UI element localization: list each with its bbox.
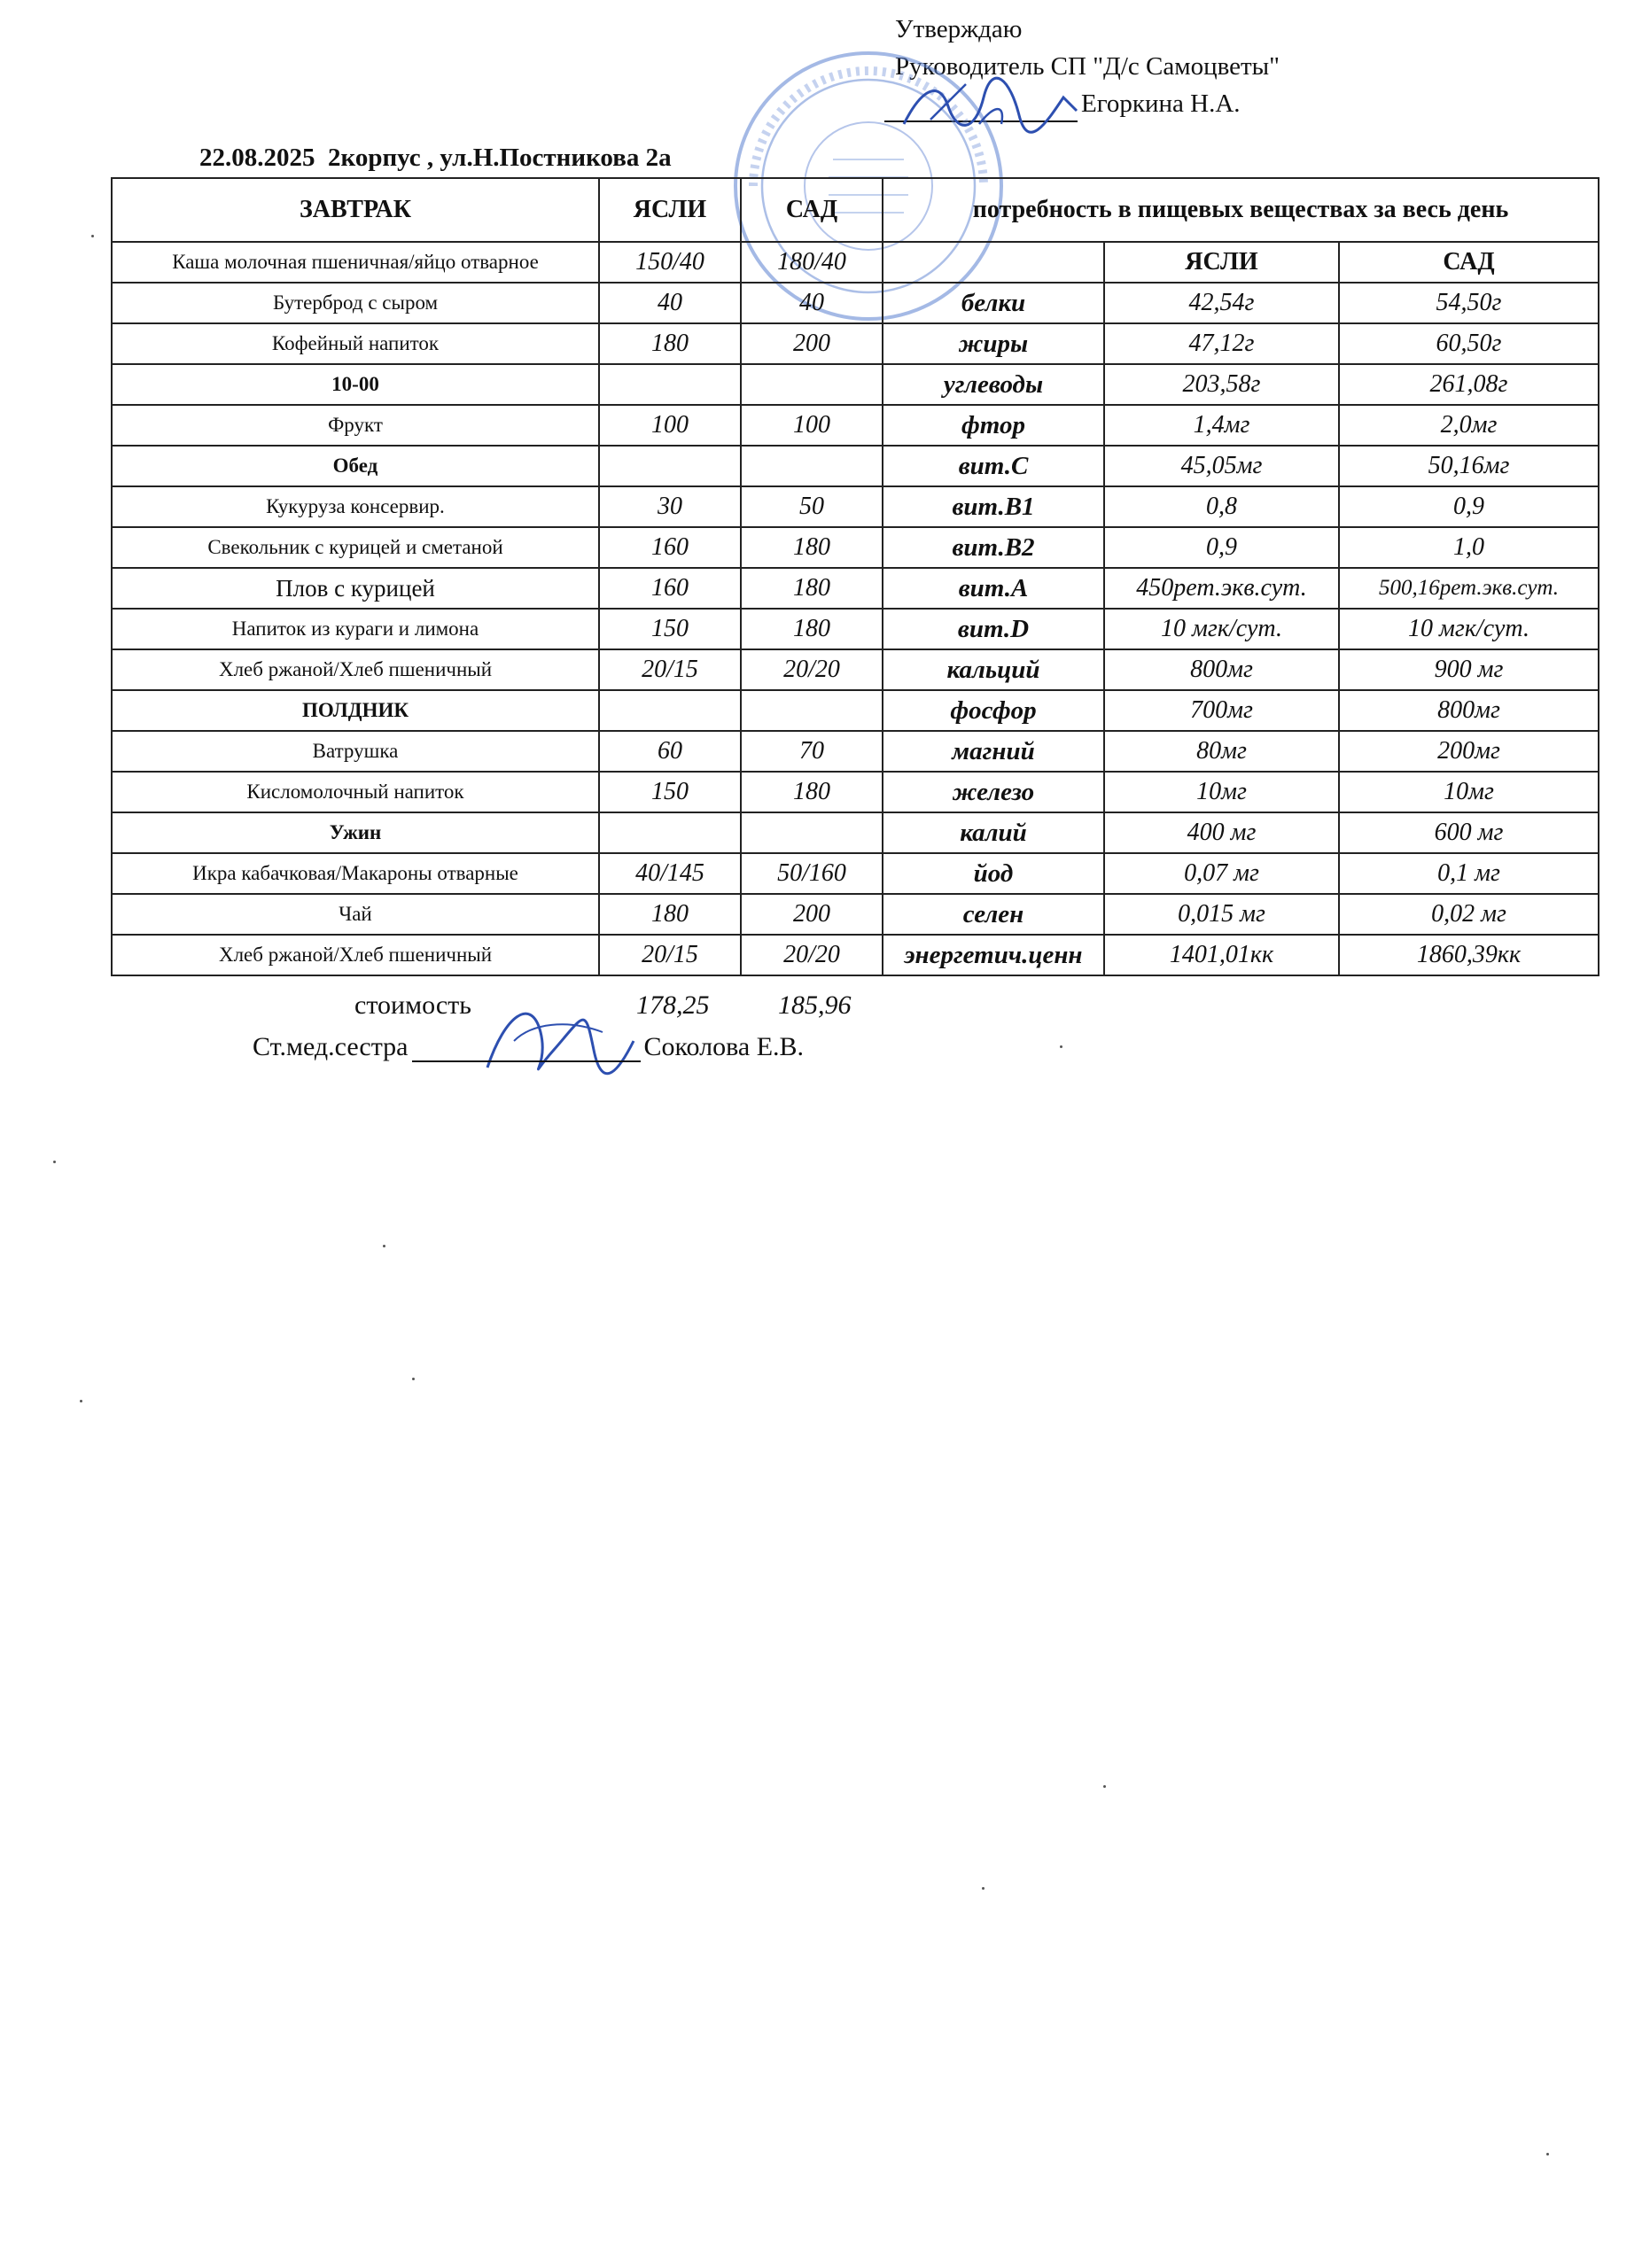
nurse-line [253, 1032, 804, 1062]
dish-cell: Кофейный напиток [112, 323, 599, 364]
garden-need-cell: 0,9 [1339, 486, 1599, 527]
dish-cell: ПОЛДНИК [112, 690, 599, 731]
garden-need-cell: 10 мгк/сут. [1339, 609, 1599, 649]
nutrient-cell: селен [883, 894, 1104, 935]
table-row [112, 242, 1599, 283]
nutrient-cell: углеводы [883, 364, 1104, 405]
table-row [112, 894, 1599, 935]
table-row [112, 446, 1599, 486]
cost-garden: 185,96 [778, 990, 852, 1020]
garden-need-cell: 261,08г [1339, 364, 1599, 405]
menu-location: 2корпус , ул.Н.Постникова 2а [328, 144, 672, 172]
dish-cell: Напиток из кураги и лимона [112, 609, 599, 649]
dish-cell: Каша молочная пшеничная/яйцо отварное [112, 242, 599, 283]
nutrient-cell: вит.С [883, 446, 1104, 486]
garden-portion-cell: 180 [741, 609, 883, 649]
nursery-need-cell: 0,9 [1104, 527, 1339, 568]
table-row [112, 731, 1599, 772]
garden-portion-cell [741, 446, 883, 486]
garden-portion-cell: 100 [741, 405, 883, 446]
table-row [112, 323, 1599, 364]
garden-need-cell: 800мг [1339, 690, 1599, 731]
garden-portion-cell: 180/40 [741, 242, 883, 283]
nurse-name: Соколова Е.В. [643, 1032, 805, 1061]
nutrient-cell: калий [883, 812, 1104, 853]
dish-cell: Свекольник с курицей и сметаной [112, 527, 599, 568]
nursery-portion-cell [599, 364, 741, 405]
garden-need-cell: 600 мг [1339, 812, 1599, 853]
scan-speck [53, 1161, 56, 1163]
nutrient-cell: белки [883, 283, 1104, 323]
garden-need-cell: 1860,39кк [1339, 935, 1599, 975]
approver-name: Егоркина Н.А. [1081, 89, 1241, 118]
dish-cell: Обед [112, 446, 599, 486]
scan-speck [383, 1245, 385, 1247]
table-row [112, 283, 1599, 323]
garden-portion-cell: 50/160 [741, 853, 883, 894]
garden-portion-cell [741, 812, 883, 853]
nursery-need-cell: 10мг [1104, 772, 1339, 812]
nursery-portion-cell: 60 [599, 731, 741, 772]
table-row [112, 609, 1599, 649]
header-garden: САД [741, 178, 883, 242]
garden-need-cell: 10мг [1339, 772, 1599, 812]
nursery-portion-cell: 20/15 [599, 649, 741, 690]
nutrient-cell: железо [883, 772, 1104, 812]
garden-need-cell: 60,50г [1339, 323, 1599, 364]
nursery-portion-cell: 20/15 [599, 935, 741, 975]
nursery-need-cell: 800мг [1104, 649, 1339, 690]
nutrient-cell: фосфор [883, 690, 1104, 731]
garden-need-cell: 900 мг [1339, 649, 1599, 690]
nursery-portion-cell: 150 [599, 772, 741, 812]
garden-need-cell: 2,0мг [1339, 405, 1599, 446]
nursery-portion-cell: 40/145 [599, 853, 741, 894]
approval-line-2: Руководитель СП "Д/с Самоцветы" [895, 52, 1280, 81]
nutrient-cell [883, 242, 1104, 283]
nursery-portion-cell: 100 [599, 405, 741, 446]
dish-cell: Чай [112, 894, 599, 935]
subheader-garden: САД [1339, 242, 1599, 283]
table-row [112, 405, 1599, 446]
approval-line-1: Утверждаю [895, 15, 1023, 43]
nursery-need-cell: 10 мгк/сут. [1104, 609, 1339, 649]
approver-signature-icon [895, 71, 1090, 142]
nutrient-cell: вит.А [883, 568, 1104, 609]
nursery-need-cell: 0,015 мг [1104, 894, 1339, 935]
nursery-portion-cell [599, 690, 741, 731]
nutrient-cell: кальций [883, 649, 1104, 690]
scan-speck [1060, 1045, 1062, 1048]
table-row [112, 568, 1599, 609]
dish-cell: 10-00 [112, 364, 599, 405]
garden-portion-cell: 180 [741, 772, 883, 812]
menu-date: 22.08.2025 [199, 144, 315, 172]
dish-cell: Бутерброд с сыром [112, 283, 599, 323]
nursery-portion-cell: 160 [599, 527, 741, 568]
garden-need-cell: 500,16рет.экв.сут. [1339, 568, 1599, 609]
garden-portion-cell [741, 364, 883, 405]
scan-speck [412, 1378, 415, 1380]
garden-portion-cell: 20/20 [741, 649, 883, 690]
nursery-portion-cell: 150 [599, 609, 741, 649]
dish-cell: Кисломолочный напиток [112, 772, 599, 812]
nursery-portion-cell: 30 [599, 486, 741, 527]
dish-cell: Ватрушка [112, 731, 599, 772]
nursery-need-cell: 700мг [1104, 690, 1339, 731]
nursery-need-cell: 45,05мг [1104, 446, 1339, 486]
nurse-signature-line [412, 1034, 641, 1062]
garden-portion-cell [741, 690, 883, 731]
nursery-need-cell: 0,8 [1104, 486, 1339, 527]
cost-label: стоимость [354, 990, 471, 1020]
nutrient-cell: жиры [883, 323, 1104, 364]
menu-table [111, 177, 1599, 976]
table-row [112, 812, 1599, 853]
scan-speck [1103, 1785, 1106, 1788]
nutrient-cell: магний [883, 731, 1104, 772]
header-needs: потребность в пищевых веществах за весь день [883, 178, 1599, 242]
garden-need-cell: 1,0 [1339, 527, 1599, 568]
scan-speck [1546, 2153, 1549, 2155]
cost-nursery: 178,25 [636, 990, 710, 1020]
garden-need-cell: 50,16мг [1339, 446, 1599, 486]
cost-line [354, 990, 852, 1021]
nursery-need-cell: 80мг [1104, 731, 1339, 772]
dish-cell: Фрукт [112, 405, 599, 446]
dish-cell: Хлеб ржаной/Хлеб пшеничный [112, 935, 599, 975]
garden-portion-cell: 180 [741, 527, 883, 568]
garden-portion-cell: 40 [741, 283, 883, 323]
nursery-portion-cell: 160 [599, 568, 741, 609]
nutrient-cell: йод [883, 853, 1104, 894]
nursery-portion-cell: 150/40 [599, 242, 741, 283]
nutrient-cell: энергетич.ценн [883, 935, 1104, 975]
header-nursery: ЯСЛИ [599, 178, 741, 242]
header-meal: ЗАВТРАК [112, 178, 599, 242]
garden-portion-cell: 180 [741, 568, 883, 609]
table-row [112, 486, 1599, 527]
garden-portion-cell: 70 [741, 731, 883, 772]
table-header-row [112, 178, 1599, 242]
table-row [112, 935, 1599, 975]
scan-speck [80, 1400, 82, 1402]
nursery-need-cell: 1,4мг [1104, 405, 1339, 446]
garden-portion-cell: 20/20 [741, 935, 883, 975]
garden-need-cell: 200мг [1339, 731, 1599, 772]
garden-portion-cell: 50 [741, 486, 883, 527]
scan-speck [982, 1887, 985, 1890]
nursery-need-cell: 1401,01кк [1104, 935, 1339, 975]
garden-need-cell: 54,50г [1339, 283, 1599, 323]
nursery-need-cell: 42,54г [1104, 283, 1339, 323]
nursery-portion-cell: 40 [599, 283, 741, 323]
garden-portion-cell: 200 [741, 894, 883, 935]
dish-cell: Икра кабачковая/Макароны отварные [112, 853, 599, 894]
dish-cell: Хлеб ржаной/Хлеб пшеничный [112, 649, 599, 690]
nursery-need-cell: 400 мг [1104, 812, 1339, 853]
nutrient-cell: вит.В1 [883, 486, 1104, 527]
subheader-nursery: ЯСЛИ [1104, 242, 1339, 283]
nursery-need-cell: 0,07 мг [1104, 853, 1339, 894]
nurse-label: Ст.мед.сестра [253, 1032, 409, 1061]
table-row [112, 364, 1599, 405]
table-row [112, 772, 1599, 812]
page-title [199, 144, 672, 173]
dish-cell: Кукуруза консервир. [112, 486, 599, 527]
table-row [112, 649, 1599, 690]
nursery-portion-cell [599, 812, 741, 853]
table-row [112, 527, 1599, 568]
nursery-need-cell: 450рет.экв.сут. [1104, 568, 1339, 609]
garden-portion-cell: 200 [741, 323, 883, 364]
scan-speck [91, 235, 94, 237]
table-row [112, 690, 1599, 731]
dish-cell: Ужин [112, 812, 599, 853]
nutrient-cell: вит.D [883, 609, 1104, 649]
nutrient-cell: фтор [883, 405, 1104, 446]
nursery-portion-cell: 180 [599, 323, 741, 364]
nursery-need-cell: 203,58г [1104, 364, 1339, 405]
dish-cell: Плов с курицей [112, 568, 599, 609]
nursery-portion-cell [599, 446, 741, 486]
table-row [112, 853, 1599, 894]
garden-need-cell: 0,02 мг [1339, 894, 1599, 935]
nursery-portion-cell: 180 [599, 894, 741, 935]
nursery-need-cell: 47,12г [1104, 323, 1339, 364]
nutrient-cell: вит.В2 [883, 527, 1104, 568]
garden-need-cell: 0,1 мг [1339, 853, 1599, 894]
